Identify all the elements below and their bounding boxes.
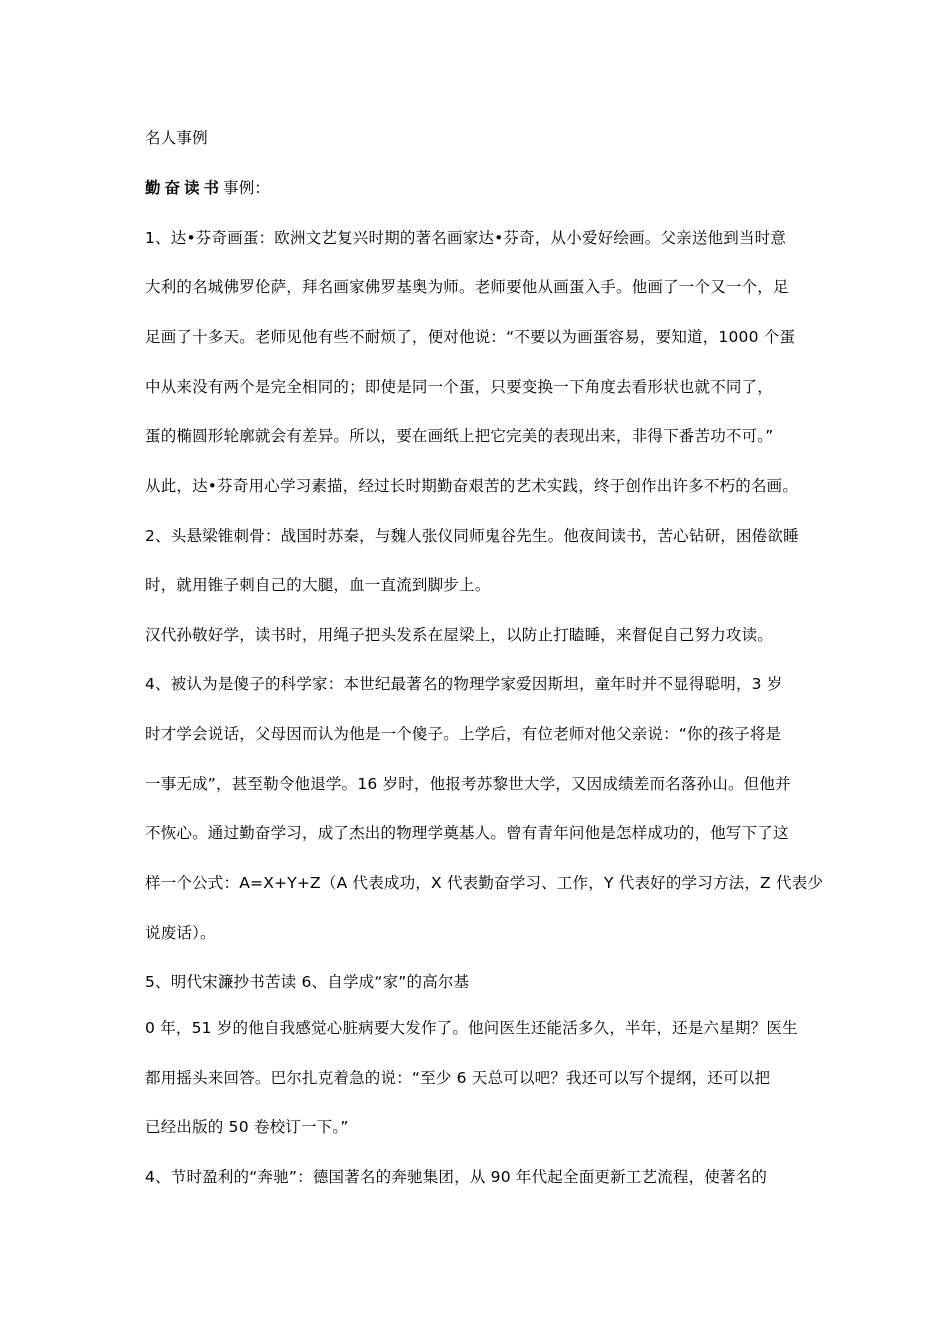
section-heading-bold: 勤奋读书: [145, 179, 224, 197]
section-heading-rest: 事例：: [223, 179, 271, 197]
section-heading: [145, 178, 825, 198]
paragraph-line: 样一个公式：A=X+Y+Z（A 代表成功，X 代表勤奋学习、工作，Y 代表好的学习方法，Z 代表少: [145, 874, 824, 892]
paragraph-line: 4、被认为是傻子的科学家：本世纪最著名的物理学家爱因斯坦，童年时并不显得聪明，3 岁: [145, 675, 783, 693]
paragraph-line: 4、节时盈利的“奔驰”：德国著名的奔驰集团，从 90 年代起全面更新工艺流程，使著名的: [145, 1168, 768, 1186]
paragraph-line: 时，就用锥子刺自己的大腿，血一直流到脚步上。: [145, 576, 491, 594]
paragraph-line: 时才学会说话，父母因而认为他是一个傻子。上学后，有位老师对他父亲说：“你的孩子将是: [145, 725, 782, 743]
paragraph-line: 从此，达•芬奇用心学习素描，经过长时期勤奋艰苦的艺术实践，终于创作出许多不朽的名画。: [145, 477, 799, 495]
paragraph-line: 都用摇头来回答。巴尔扎克着急的说：“至少 6 天总可以吧？我还可以写个提纲，还可以把: [145, 1069, 771, 1087]
paragraph-line: 5、明代宋濂抄书苦读 6、自学成“家”的高尔基: [145, 973, 470, 991]
paragraph-line: 说废话）。: [145, 924, 216, 942]
paragraph-line: 一事无成”，甚至勒令他退学。16 岁时，他报考苏黎世大学，又因成绩差而名落孙山。但他并: [145, 775, 791, 793]
paragraph-line: 0 年，51 岁的他自我感觉心脏病要大发作了。他问医生还能活多久，半年，还是六星期？医生: [145, 1019, 798, 1037]
paragraph-line: 2、头悬梁锥刺骨：战国时苏秦，与魏人张仪同师鬼谷先生。他夜间读书，苦心钻研，困倦欲睡: [145, 527, 799, 545]
paragraph-line: 蛋的椭圆形轮廓就会有差异。所以，要在画纸上把它完美的表现出来，非得下番苦功不可。”: [145, 427, 774, 445]
document-title: 名人事例: [145, 129, 208, 147]
paragraph-line: 1、达•芬奇画蛋：欧洲文艺复兴时期的著名画家达•芬奇，从小爱好绘画。父亲送他到当时意: [145, 229, 787, 247]
paragraph-line: 足画了十多天。老师见他有些不耐烦了，便对他说：“不要以为画蛋容易，要知道，1000 个蛋: [145, 328, 796, 346]
paragraph-line: 不恢心。通过勤奋学习，成了杰出的物理学奠基人。曾有青年问他是怎样成功的，他写下了这: [145, 824, 789, 842]
paragraph-line: 已经出版的 50 卷校订一下。”: [145, 1118, 349, 1136]
paragraph-line: 汉代孙敬好学，读书时，用绳子把头发系在屋梁上，以防止打瞌睡，来督促自己努力攻读。: [145, 626, 774, 644]
paragraph-line: 大利的名城佛罗伦萨，拜名画家佛罗基奥为师。老师要他从画蛋入手。他画了一个又一个，足: [145, 278, 789, 296]
paragraph-line: 中从来没有两个是完全相同的；即使是同一个蛋，只要变换一下角度去看形状也就不同了，: [145, 378, 774, 396]
